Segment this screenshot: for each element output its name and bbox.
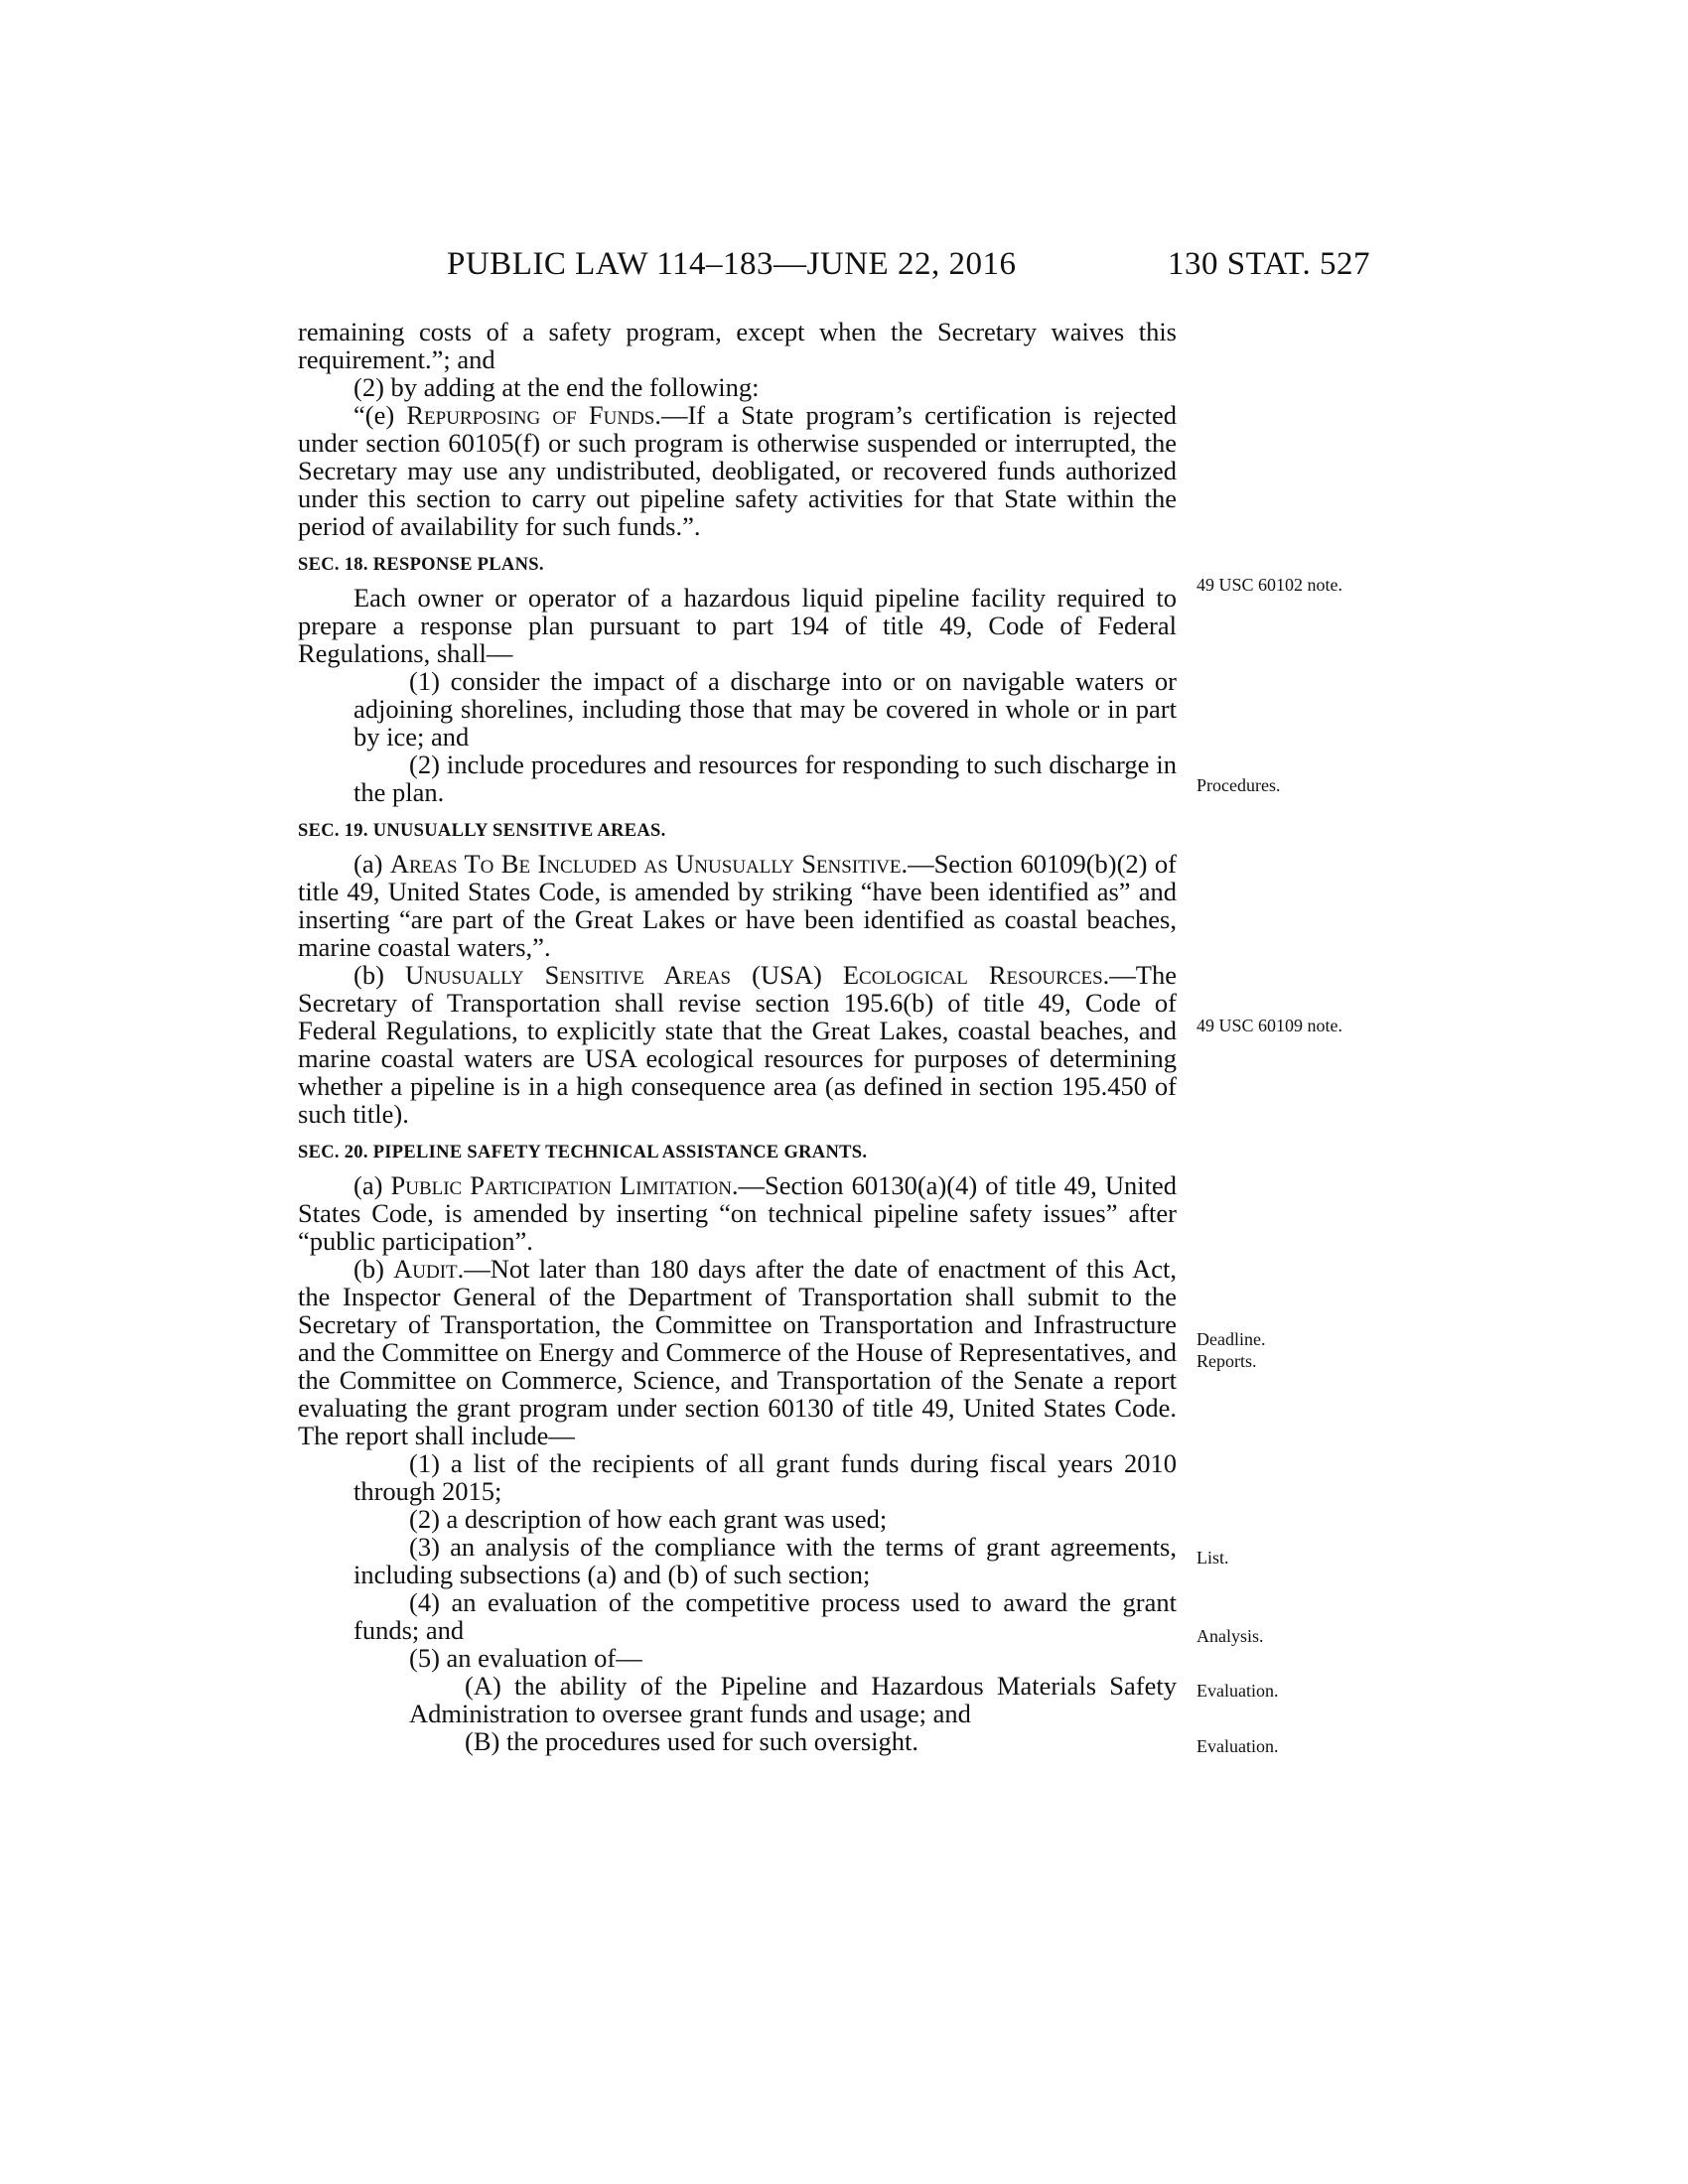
margin-note: 49 USC 60102 note.	[1196, 575, 1343, 595]
paragraph: remaining costs of a safety program, except when the Secretary waives this requirement.”; and	[298, 317, 1177, 374]
list-item: (A) the ability of the Pipeline and Hazardous Materials Safety Administration to oversee grant funds and usage; and	[409, 1671, 1177, 1728]
margin-note: Deadline. Reports.	[1196, 1329, 1266, 1371]
section-heading: SEC. 20. PIPELINE SAFETY TECHNICAL ASSISTANCE GRANTS.	[298, 1143, 868, 1162]
document-body	[298, 318, 1177, 1755]
paragraph: (a) Public Participation Limitation.—Section 60130(a)(4) of title 49, United States Code, is amended by inserting “on technical pipeline safety issues” after “public participation”.	[298, 1170, 1177, 1256]
margin-note: 49 USC 60109 note.	[1196, 1016, 1343, 1035]
subsection-heading: Areas To Be Included as Unusually Sensitive	[389, 849, 902, 879]
margin-note: Evaluation.	[1196, 1736, 1279, 1756]
paragraph: Each owner or operator of a hazardous liquid pipeline facility required to prepare a response plan pursuant to part 194 of title 49, Code of Federal Regulations, shall—	[298, 583, 1177, 668]
section-heading: SEC. 18. RESPONSE PLANS.	[298, 555, 544, 575]
margin-note: Procedures.	[1196, 775, 1281, 795]
margin-note: List.	[1196, 1548, 1229, 1568]
list-item: (2) a description of how each grant was used;	[409, 1504, 888, 1534]
margin-note: Evaluation.	[1196, 1681, 1279, 1701]
subsection-heading: Repurposing of Funds	[406, 400, 655, 430]
subsection-heading: Audit	[393, 1254, 458, 1284]
paragraph: (b) Audit.—Not later than 180 days after the date of enactment of this Act, the Inspector General of the Department of Transportation shall submit to the Secretary of Transportation, the Committee on Transportation and Infrastructure and the Committee on Energy and Commerce of the House of Representatives, and the Committee on Commerce, Science, and Transportation of the Senate a report evaluating the grant program under section 60130 of title 49, United States Code. The report shall include—	[298, 1254, 1177, 1450]
list-item: (B) the procedures used for such oversight.	[465, 1726, 918, 1756]
list-item: (2) by adding at the end the following:	[353, 372, 760, 402]
subsection-heading: Public Participation Limitation	[390, 1170, 732, 1200]
section-heading: SEC. 19. UNUSUALLY SENSITIVE AREAS.	[298, 821, 666, 841]
stat-page-number: 130 STAT. 527	[1167, 246, 1370, 282]
list-item: (2) include procedures and resources for responding to such discharge in the plan.	[353, 750, 1177, 807]
running-title: PUBLIC LAW 114–183—JUNE 22, 2016	[447, 246, 1017, 282]
paragraph: “(e) Repurposing of Funds.—If a State program’s certification is rejected under section 60105(f) or such program is otherwise suspended or interrupted, the Secretary may use any undistributed, deobligated, or recovered funds authorized under this section to carry out pipeline safety activities for that State within the period of availability for such funds.”.	[298, 400, 1177, 541]
page-header	[298, 246, 1370, 296]
subsection-heading: Unusually Sensitive Areas (USA) Ecological Resources	[404, 960, 1103, 990]
list-item: (1) consider the impact of a discharge into or on navigable waters or adjoining shorelines, including those that may be covered in whole or in part by ice; and	[353, 666, 1177, 751]
list-item: (5) an evaluation of—	[409, 1643, 642, 1673]
margin-note: Analysis.	[1196, 1626, 1264, 1646]
list-item: (3) an analysis of the compliance with the terms of grant agreements, including subsections (a) and (b) of such section;	[353, 1532, 1177, 1589]
paragraph: (b) Unusually Sensitive Areas (USA) Ecological Resources.—The Secretary of Transportation shall revise section 195.6(b) of title 49, Code of Federal Regulations, to explicitly state that the Great Lakes, coastal beaches, and marine coastal waters are USA ecological resources for purposes of determining whether a pipeline is in a high consequence area (as defined in section 195.450 of such title).	[298, 960, 1177, 1129]
list-item: (4) an evaluation of the competitive process used to award the grant funds; and	[353, 1587, 1177, 1645]
paragraph: (a) Areas To Be Included as Unusually Sensitive.—Section 60109(b)(2) of title 49, United States Code, is amended by striking “have been identified as” and inserting “are part of the Great Lakes or have been identified as coastal beaches, marine coastal waters,”.	[298, 849, 1177, 962]
list-item: (1) a list of the recipients of all grant funds during fiscal years 2010 through 2015;	[353, 1448, 1177, 1506]
